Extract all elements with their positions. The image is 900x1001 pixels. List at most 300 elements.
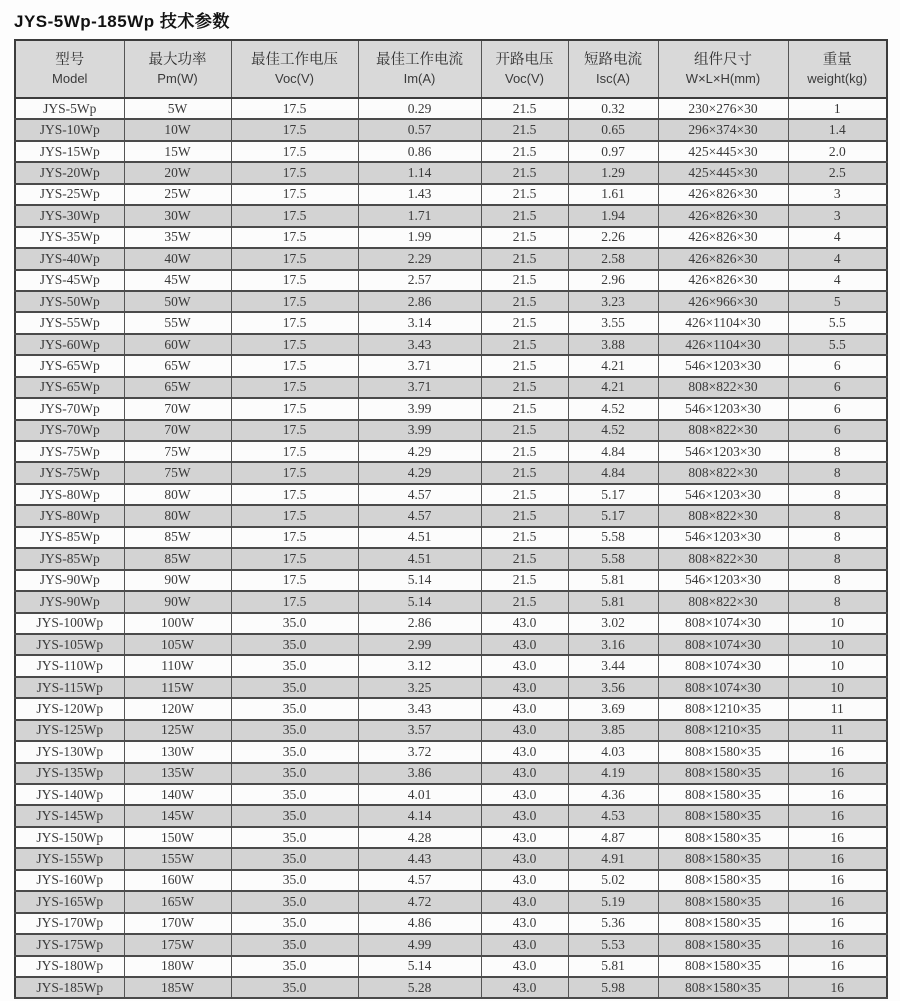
column-header-0 [15, 40, 124, 98]
cell: 175W [124, 934, 231, 955]
cell: 0.29 [358, 98, 481, 119]
column-header-en: weight(kg) [807, 71, 868, 87]
table-row [15, 184, 887, 205]
cell: 5.5 [788, 334, 887, 355]
cell: 4.72 [358, 891, 481, 912]
cell: 17.5 [231, 291, 358, 312]
cell: 17.5 [231, 377, 358, 398]
cell: 1.61 [568, 184, 658, 205]
cell: 16 [788, 741, 887, 762]
cell: JYS-10Wp [15, 119, 124, 140]
cell: 35.0 [231, 934, 358, 955]
cell: 2.86 [358, 613, 481, 634]
table-row [15, 291, 887, 312]
cell: JYS-70Wp [15, 398, 124, 419]
cell: 5.17 [568, 484, 658, 505]
cell: JYS-140Wp [15, 784, 124, 805]
cell: 16 [788, 956, 887, 977]
cell: 21.5 [481, 570, 568, 591]
table-row [15, 377, 887, 398]
cell: 150W [124, 827, 231, 848]
cell: 2.96 [568, 270, 658, 291]
cell: 6 [788, 420, 887, 441]
cell: 21.5 [481, 98, 568, 119]
cell: 5.02 [568, 870, 658, 891]
column-header-zh: 最佳工作电流 [376, 52, 463, 69]
cell: 16 [788, 870, 887, 891]
cell: 4.84 [568, 441, 658, 462]
cell: 546×1203×30 [658, 398, 788, 419]
cell: 16 [788, 977, 887, 998]
cell: JYS-175Wp [15, 934, 124, 955]
cell: 808×1210×35 [658, 720, 788, 741]
cell: 21.5 [481, 591, 568, 612]
cell: 21.5 [481, 141, 568, 162]
cell: 4.29 [358, 462, 481, 483]
cell: 11 [788, 698, 887, 719]
cell: 43.0 [481, 698, 568, 719]
cell: 4 [788, 248, 887, 269]
cell: 35.0 [231, 848, 358, 869]
table-row [15, 655, 887, 676]
table-row [15, 956, 887, 977]
cell: 808×822×30 [658, 462, 788, 483]
cell: 35.0 [231, 741, 358, 762]
cell: 5.98 [568, 977, 658, 998]
column-header-3 [358, 40, 481, 98]
column-header-5 [568, 40, 658, 98]
cell: 35.0 [231, 805, 358, 826]
cell: 4.28 [358, 827, 481, 848]
cell: 85W [124, 548, 231, 569]
cell: 21.5 [481, 119, 568, 140]
column-header-en: Voc(V) [274, 71, 314, 87]
cell: 43.0 [481, 720, 568, 741]
cell: 21.5 [481, 420, 568, 441]
cell: 115W [124, 677, 231, 698]
cell: 425×445×30 [658, 162, 788, 183]
cell: 17.5 [231, 441, 358, 462]
cell: 426×1104×30 [658, 312, 788, 333]
cell: 43.0 [481, 977, 568, 998]
cell: 4.36 [568, 784, 658, 805]
cell: 4.21 [568, 377, 658, 398]
cell: 17.5 [231, 527, 358, 548]
cell: 17.5 [231, 184, 358, 205]
cell: 5.14 [358, 570, 481, 591]
cell: 808×1580×35 [658, 870, 788, 891]
table-row [15, 270, 887, 291]
table-row [15, 355, 887, 376]
cell: 4.53 [568, 805, 658, 826]
cell: JYS-85Wp [15, 548, 124, 569]
cell: JYS-180Wp [15, 956, 124, 977]
cell: 30W [124, 205, 231, 226]
table-row [15, 441, 887, 462]
cell: 2.99 [358, 634, 481, 655]
cell: 80W [124, 505, 231, 526]
cell: 3.99 [358, 420, 481, 441]
cell: 21.5 [481, 398, 568, 419]
cell: 17.5 [231, 119, 358, 140]
cell: 160W [124, 870, 231, 891]
cell: 3.02 [568, 613, 658, 634]
cell: 17.5 [231, 420, 358, 441]
cell: 35.0 [231, 977, 358, 998]
cell: 21.5 [481, 291, 568, 312]
cell: JYS-30Wp [15, 205, 124, 226]
cell: JYS-110Wp [15, 655, 124, 676]
table-row [15, 913, 887, 934]
cell: 21.5 [481, 505, 568, 526]
cell: 426×1104×30 [658, 334, 788, 355]
cell: 10 [788, 677, 887, 698]
cell: 8 [788, 462, 887, 483]
cell: 808×1580×35 [658, 956, 788, 977]
cell: 808×822×30 [658, 505, 788, 526]
cell: 808×1580×35 [658, 805, 788, 826]
column-header-zh: 最佳工作电压 [251, 52, 338, 69]
cell: 43.0 [481, 805, 568, 826]
cell: 3.99 [358, 398, 481, 419]
table-row [15, 784, 887, 805]
cell: 8 [788, 505, 887, 526]
cell: 35.0 [231, 677, 358, 698]
column-header-en: Isc(A) [596, 71, 630, 87]
cell: 4 [788, 270, 887, 291]
cell: 5.81 [568, 956, 658, 977]
cell: 0.32 [568, 98, 658, 119]
cell: 17.5 [231, 548, 358, 569]
cell: 35.0 [231, 956, 358, 977]
cell: JYS-125Wp [15, 720, 124, 741]
cell: 5.28 [358, 977, 481, 998]
cell: 43.0 [481, 677, 568, 698]
cell: 21.5 [481, 162, 568, 183]
cell: 3.86 [358, 763, 481, 784]
column-header-zh: 短路电流 [584, 52, 642, 69]
cell: 296×374×30 [658, 119, 788, 140]
cell: 2.58 [568, 248, 658, 269]
cell: 426×966×30 [658, 291, 788, 312]
cell: 21.5 [481, 377, 568, 398]
cell: 21.5 [481, 484, 568, 505]
cell: 808×1074×30 [658, 613, 788, 634]
table-row [15, 805, 887, 826]
cell: 230×276×30 [658, 98, 788, 119]
cell: JYS-55Wp [15, 312, 124, 333]
cell: 3.12 [358, 655, 481, 676]
column-header-4 [481, 40, 568, 98]
cell: 60W [124, 334, 231, 355]
cell: 17.5 [231, 355, 358, 376]
cell: 16 [788, 763, 887, 784]
cell: 4.21 [568, 355, 658, 376]
cell: 808×1580×35 [658, 741, 788, 762]
cell: 43.0 [481, 763, 568, 784]
cell: 3.43 [358, 334, 481, 355]
table-row [15, 334, 887, 355]
table-row [15, 870, 887, 891]
cell: JYS-115Wp [15, 677, 124, 698]
cell: 0.57 [358, 119, 481, 140]
cell: 16 [788, 805, 887, 826]
cell: 426×826×30 [658, 205, 788, 226]
column-header-zh: 开路电压 [495, 52, 554, 69]
cell: 4.19 [568, 763, 658, 784]
cell: 17.5 [231, 162, 358, 183]
cell: 6 [788, 377, 887, 398]
cell: 2.0 [788, 141, 887, 162]
cell: 2.57 [358, 270, 481, 291]
cell: JYS-85Wp [15, 527, 124, 548]
cell: 2.5 [788, 162, 887, 183]
cell: 808×1580×35 [658, 827, 788, 848]
cell: 21.5 [481, 270, 568, 291]
cell: 8 [788, 441, 887, 462]
column-header-en: W×L×H(mm) [685, 71, 761, 87]
table-row [15, 205, 887, 226]
table-row [15, 98, 887, 119]
table-row [15, 763, 887, 784]
cell: 0.97 [568, 141, 658, 162]
cell: 546×1203×30 [658, 484, 788, 505]
cell: 43.0 [481, 741, 568, 762]
table-row [15, 677, 887, 698]
column-header-zh: 组件尺寸 [694, 52, 752, 69]
cell: 2.29 [358, 248, 481, 269]
cell: 43.0 [481, 784, 568, 805]
cell: 17.5 [231, 312, 358, 333]
cell: 35.0 [231, 827, 358, 848]
cell: 43.0 [481, 848, 568, 869]
cell: 4.52 [568, 420, 658, 441]
cell: 3.71 [358, 355, 481, 376]
cell: JYS-80Wp [15, 505, 124, 526]
cell: 4.14 [358, 805, 481, 826]
cell: 35.0 [231, 870, 358, 891]
cell: 0.86 [358, 141, 481, 162]
cell: 3.57 [358, 720, 481, 741]
cell: 65W [124, 377, 231, 398]
cell: 2.26 [568, 227, 658, 248]
cell: 8 [788, 570, 887, 591]
table-row [15, 891, 887, 912]
cell: 1.43 [358, 184, 481, 205]
cell: 4.86 [358, 913, 481, 934]
cell: 16 [788, 784, 887, 805]
cell: 55W [124, 312, 231, 333]
cell: 3 [788, 205, 887, 226]
cell: 5 [788, 291, 887, 312]
cell: 3.55 [568, 312, 658, 333]
cell: 10 [788, 634, 887, 655]
cell: 11 [788, 720, 887, 741]
cell: 3 [788, 184, 887, 205]
cell: 1.71 [358, 205, 481, 226]
cell: 5.17 [568, 505, 658, 526]
cell: 17.5 [231, 227, 358, 248]
cell: 546×1203×30 [658, 570, 788, 591]
cell: 40W [124, 248, 231, 269]
cell: 35.0 [231, 913, 358, 934]
table-row [15, 698, 887, 719]
column-header-6 [658, 40, 788, 98]
cell: JYS-15Wp [15, 141, 124, 162]
cell: 43.0 [481, 655, 568, 676]
cell: 8 [788, 591, 887, 612]
cell: 35.0 [231, 698, 358, 719]
table-row [15, 162, 887, 183]
cell: 70W [124, 420, 231, 441]
cell: 808×1580×35 [658, 763, 788, 784]
table-row [15, 312, 887, 333]
cell: 70W [124, 398, 231, 419]
table-row [15, 398, 887, 419]
column-header-zh: 型号 [55, 52, 85, 69]
cell: 3.85 [568, 720, 658, 741]
cell: 4.57 [358, 505, 481, 526]
cell: 5.5 [788, 312, 887, 333]
cell: JYS-170Wp [15, 913, 124, 934]
cell: 5.58 [568, 548, 658, 569]
cell: 75W [124, 462, 231, 483]
cell: 17.5 [231, 98, 358, 119]
cell: JYS-165Wp [15, 891, 124, 912]
cell: 165W [124, 891, 231, 912]
cell: 4.84 [568, 462, 658, 483]
cell: 4.51 [358, 527, 481, 548]
cell: 25W [124, 184, 231, 205]
cell: 43.0 [481, 634, 568, 655]
table-row [15, 227, 887, 248]
cell: 3.43 [358, 698, 481, 719]
cell: 4.43 [358, 848, 481, 869]
cell: JYS-75Wp [15, 441, 124, 462]
cell: JYS-130Wp [15, 741, 124, 762]
cell: 4.57 [358, 870, 481, 891]
cell: 426×826×30 [658, 248, 788, 269]
cell: 16 [788, 848, 887, 869]
cell: 0.65 [568, 119, 658, 140]
table-row [15, 720, 887, 741]
cell: 17.5 [231, 141, 358, 162]
cell: JYS-45Wp [15, 270, 124, 291]
cell: JYS-50Wp [15, 291, 124, 312]
cell: 3.69 [568, 698, 658, 719]
cell: 8 [788, 527, 887, 548]
cell: 808×1074×30 [658, 634, 788, 655]
cell: 808×1580×35 [658, 784, 788, 805]
cell: 8 [788, 548, 887, 569]
cell: 21.5 [481, 441, 568, 462]
cell: 5W [124, 98, 231, 119]
cell: JYS-70Wp [15, 420, 124, 441]
cell: 45W [124, 270, 231, 291]
cell: 808×1074×30 [658, 677, 788, 698]
cell: 808×1210×35 [658, 698, 788, 719]
cell: 17.5 [231, 398, 358, 419]
cell: 1.14 [358, 162, 481, 183]
cell: JYS-100Wp [15, 613, 124, 634]
cell: 17.5 [231, 334, 358, 355]
cell: 808×1580×35 [658, 913, 788, 934]
cell: 10W [124, 119, 231, 140]
cell: 808×822×30 [658, 548, 788, 569]
cell: 90W [124, 591, 231, 612]
column-header-en: Model [52, 71, 88, 87]
cell: 5.19 [568, 891, 658, 912]
cell: 35.0 [231, 634, 358, 655]
cell: JYS-150Wp [15, 827, 124, 848]
column-header-en: Im(A) [403, 71, 436, 87]
cell: 808×1580×35 [658, 977, 788, 998]
cell: 105W [124, 634, 231, 655]
cell: 16 [788, 934, 887, 955]
cell: 5.81 [568, 591, 658, 612]
cell: 43.0 [481, 934, 568, 955]
cell: 21.5 [481, 312, 568, 333]
cell: 17.5 [231, 205, 358, 226]
cell: 185W [124, 977, 231, 998]
cell: 808×1580×35 [658, 891, 788, 912]
table-row [15, 505, 887, 526]
column-header-zh: 重量 [822, 52, 852, 69]
column-header-en: Pm(W) [157, 71, 198, 87]
cell: 808×1580×35 [658, 934, 788, 955]
cell: 140W [124, 784, 231, 805]
cell: JYS-105Wp [15, 634, 124, 655]
cell: 50W [124, 291, 231, 312]
cell: 17.5 [231, 248, 358, 269]
cell: 125W [124, 720, 231, 741]
table-row [15, 527, 887, 548]
cell: 135W [124, 763, 231, 784]
table-row [15, 977, 887, 998]
cell: 5.53 [568, 934, 658, 955]
cell: 21.5 [481, 227, 568, 248]
cell: 120W [124, 698, 231, 719]
cell: 1.29 [568, 162, 658, 183]
cell: 35W [124, 227, 231, 248]
cell: 180W [124, 956, 231, 977]
cell: 17.5 [231, 462, 358, 483]
cell: JYS-135Wp [15, 763, 124, 784]
cell: 21.5 [481, 334, 568, 355]
cell: JYS-80Wp [15, 484, 124, 505]
cell: 808×1074×30 [658, 655, 788, 676]
table-row [15, 548, 887, 569]
cell: 5.58 [568, 527, 658, 548]
cell: 808×822×30 [658, 420, 788, 441]
cell: 4.57 [358, 484, 481, 505]
cell: 1 [788, 98, 887, 119]
cell: 3.71 [358, 377, 481, 398]
cell: 43.0 [481, 613, 568, 634]
table-row [15, 570, 887, 591]
cell: JYS-5Wp [15, 98, 124, 119]
table-row [15, 741, 887, 762]
cell: 16 [788, 913, 887, 934]
table-row [15, 591, 887, 612]
cell: 2.86 [358, 291, 481, 312]
cell: 10 [788, 613, 887, 634]
page-title: JYS-5Wp-185Wp 技术参数 [14, 12, 230, 31]
cell: 5.36 [568, 913, 658, 934]
cell: 75W [124, 441, 231, 462]
cell: 43.0 [481, 891, 568, 912]
cell: 4.87 [568, 827, 658, 848]
